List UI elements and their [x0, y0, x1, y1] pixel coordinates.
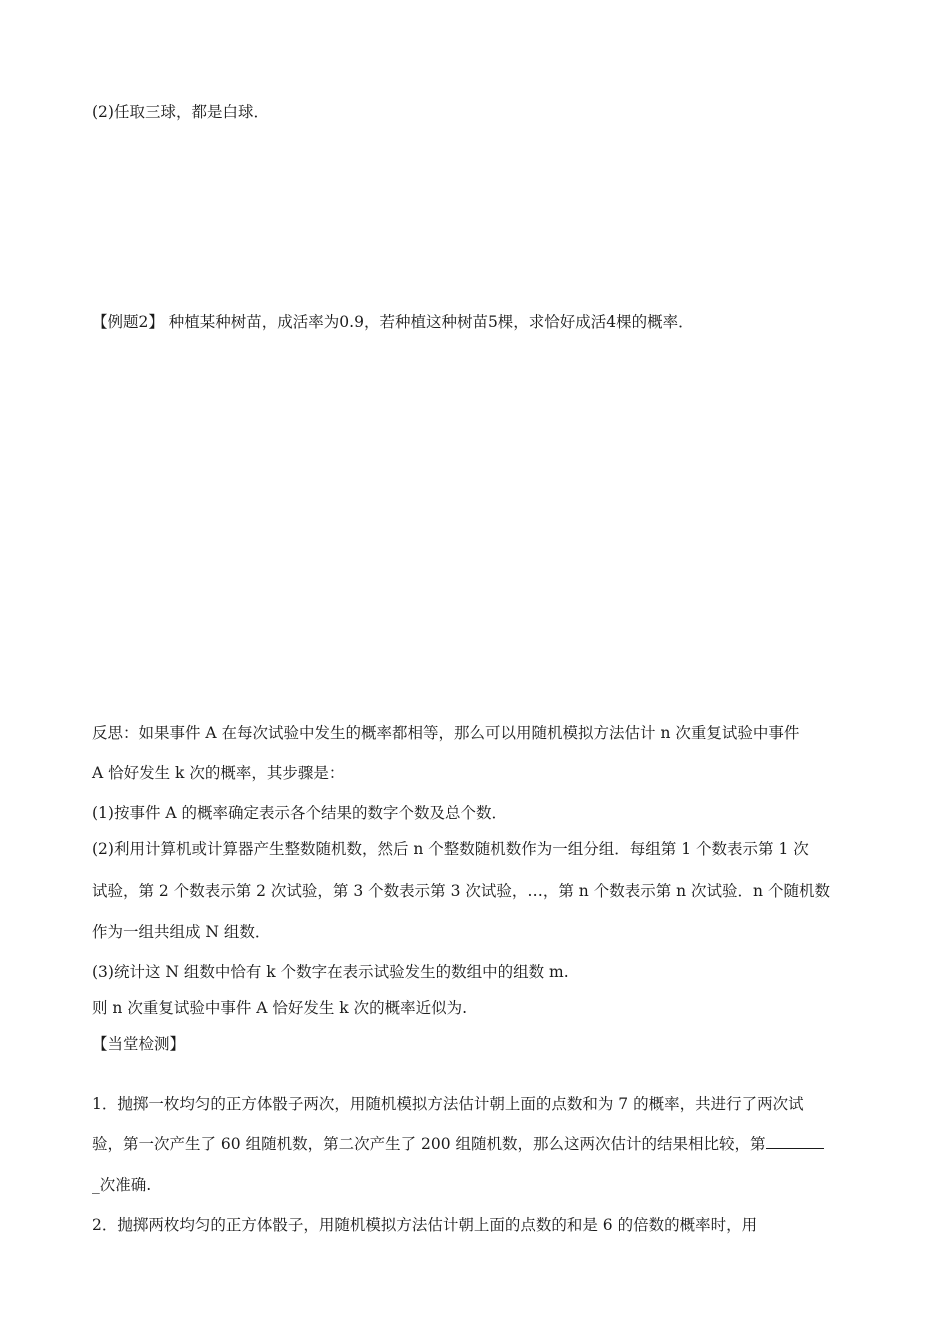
question-part-2: (2)任取三球，都是白球． — [92, 103, 269, 121]
answer-blank[interactable] — [766, 1134, 824, 1149]
question-2-line-1: 2．抛掷两枚均匀的正方体骰子，用随机模拟方法估计朝上面的点数的和是 6 的倍数的概率时，用 — [92, 1216, 758, 1234]
example-2: 【例题2】 种植某种树苗，成活率为0.9，若种植这种树苗5棵，求恰好成活4棵的概率． — [92, 313, 694, 331]
reflection-step-2-line-1: (2)利用计算机或计算器产生整数随机数，然后 n 个整数随机数作为一组分组．每组第 1 个数表示第 1 次 — [92, 840, 809, 858]
reflection-intro-line-1: 反思：如果事件 A 在每次试验中发生的概率都相等，那么可以用随机模拟方法估计 n 次重复试验中事件 — [92, 724, 800, 742]
question-1-line-2-text: 验，第一次产生了 60 组随机数，第二次产生了 200 组随机数，那么这两次估计的结果相比较，第 — [92, 1135, 766, 1153]
reflection-step-2-line-3: 作为一组共组成 N 组数． — [92, 923, 271, 941]
reflection-step-2-line-2: 试验，第 2 个数表示第 2 次试验，第 3 个数表示第 3 次试验，…，第 n 个数表示第 n 次试验．n 个随机数 — [92, 882, 830, 900]
reflection-conclusion: 则 n 次重复试验中事件 A 恰好发生 k 次的概率近似为. — [92, 999, 468, 1017]
reflection-step-3: (3)统计这 N 组数中恰有 k 个数字在表示试验发生的数组中的组数 m. — [92, 963, 569, 981]
reflection-intro-line-2: A 恰好发生 k 次的概率，其步骤是： — [92, 764, 345, 782]
question-1-line-2 — [92, 1124, 862, 1164]
section-title: 【当堂检测】 — [92, 1035, 186, 1053]
question-1-line-1: 1．抛掷一枚均匀的正方体骰子两次，用随机模拟方法估计朝上面的点数和为 7 的概率，共进行了两次试 — [92, 1095, 804, 1113]
question-1-line-3: _次准确. — [92, 1176, 152, 1194]
reflection-step-1: (1)按事件 A 的概率确定表示各个结果的数字个数及总个数． — [92, 804, 508, 822]
